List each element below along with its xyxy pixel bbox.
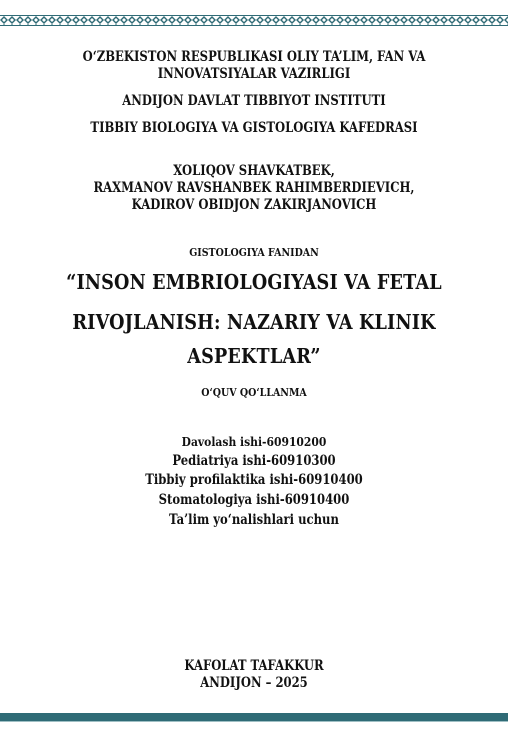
subject-label: GISTOLOGIYA FANIDAN xyxy=(189,246,319,259)
author-3: KADIROV OBIDJON ZAKIRJANOVICH xyxy=(131,197,377,213)
programs-footer: Ta’lim yo‘nalishlari uchun xyxy=(169,512,339,528)
publisher-city-year: ANDIJON – 2025 xyxy=(200,675,308,691)
decorative-bottom-border xyxy=(0,713,508,721)
decorative-top-border xyxy=(0,0,508,34)
program-pediatriya: Pediatriya ishi-60910300 xyxy=(172,453,336,469)
author-2: RAXMANOV RAVSHANBEK RAHIMBERDIEVICH, xyxy=(93,180,415,196)
author-1: XOLIQOV SHAVKATBEK, xyxy=(173,163,335,179)
department-name: TIBBIY BIOLOGIYA VA GISTOLOGIYA KAFEDRASI xyxy=(90,120,418,136)
document-type: O‘QUV QO‘LLANMA xyxy=(201,386,307,399)
program-stomatologiya: Stomatologiya ishi-60910400 xyxy=(158,492,350,508)
title-line-2: RIVOJLANISH: NAZARIY VA KLINIK xyxy=(72,310,436,334)
ministry-line-1: O‘ZBEKISTON RESPUBLIKASI OLIY TA’LIM, FAN VA xyxy=(82,49,426,65)
program-tibbiy-profilaktika: Tibbiy profilaktika ishi-60910400 xyxy=(145,472,363,488)
program-davolash: Davolash ishi-60910200 xyxy=(181,434,327,449)
ministry-line-2: INNOVATSIYALAR VAZIRLIGI xyxy=(157,66,351,82)
title-line-3: ASPEKTLAR” xyxy=(187,344,321,368)
publisher-name: KAFOLAT TAFAKKUR xyxy=(184,658,324,674)
institute-name: ANDIJON DAVLAT TIBBIYOT INSTITUTI xyxy=(122,93,386,109)
title-line-1: “INSON EMBRIOLOGIYASI VA FETAL xyxy=(66,270,442,294)
decorative-bottom-line xyxy=(0,721,508,722)
